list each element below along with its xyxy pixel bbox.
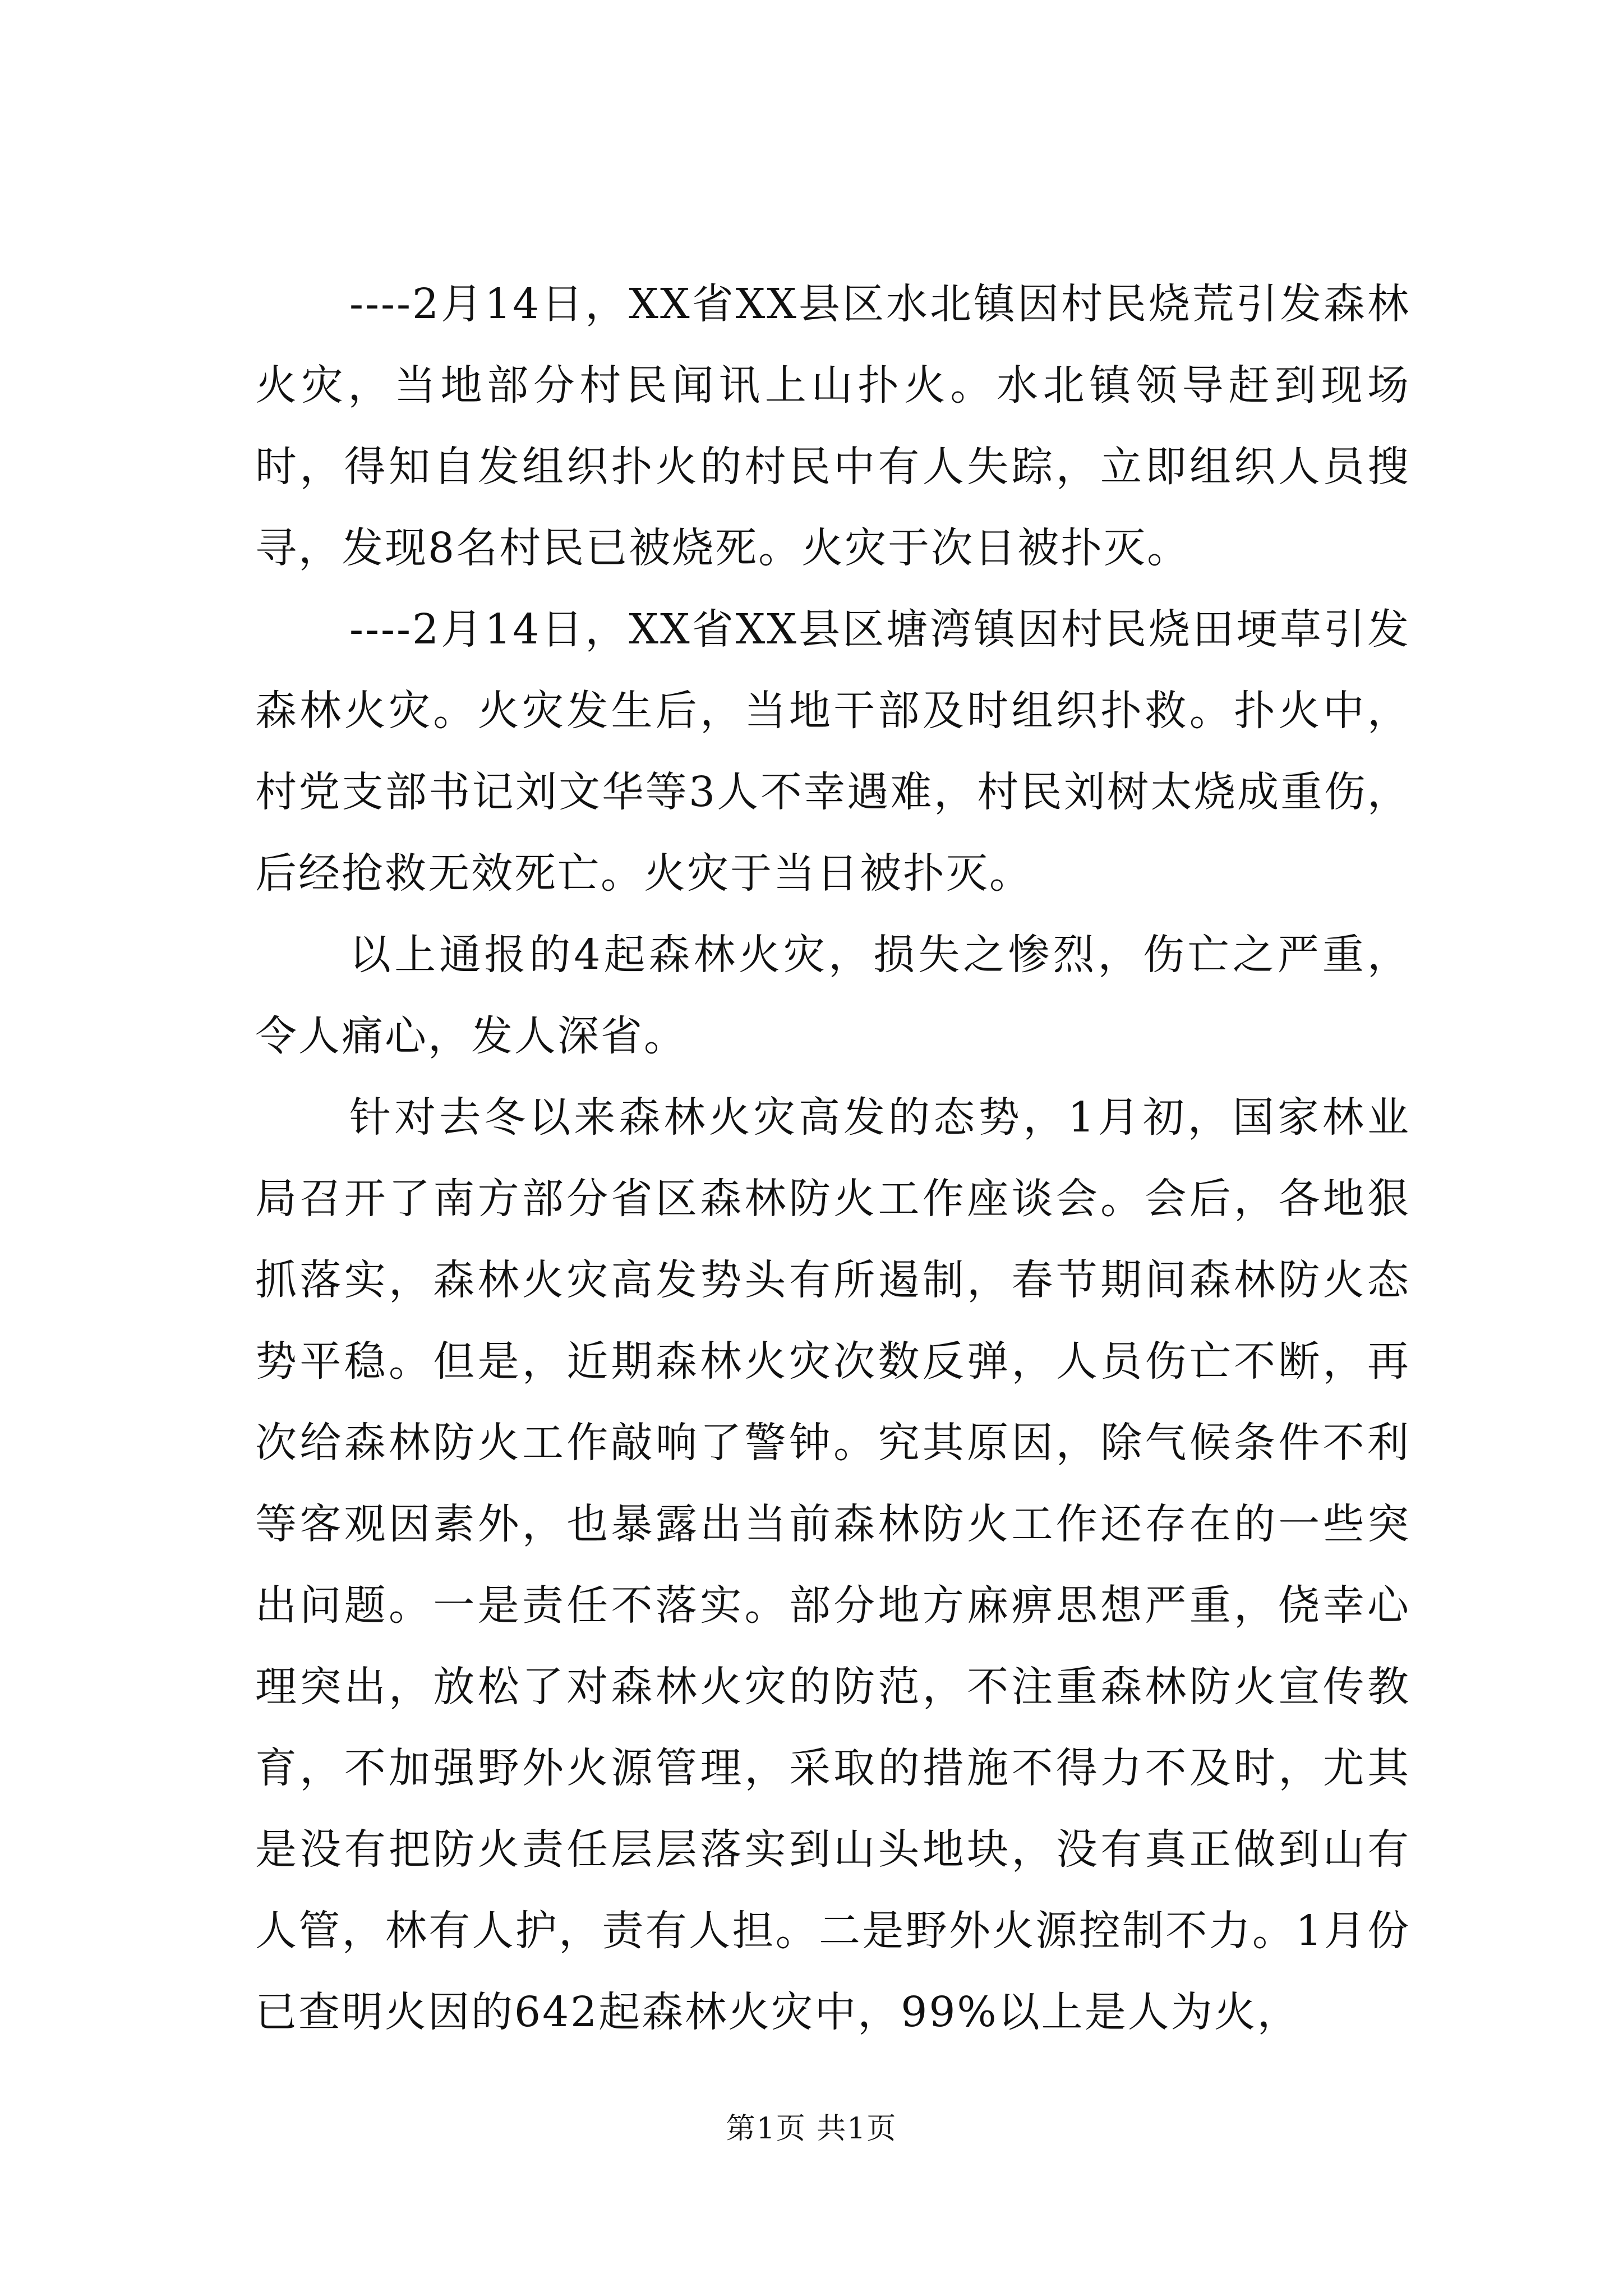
paragraph-incident-shuibei: ----2月14日，XX省XX县区水北镇因村民烧荒引发森林火灾，当地部分村民闻讯上山扑火。水北镇领导赶到现场时，得知自发组织扑火的村民中有人失踪，立即组织人员搜寻，发现8名村民已被烧死。火灾于次日被扑灭。: [255, 280, 1410, 572]
paragraph-analysis: 针对去冬以来森林火灾高发的态势，1月初，国家林业局召开了南方部分省区森林防火工作座谈会。会后，各地狠抓落实，森林火灾高发势头有所遏制，春节期间森林防火态势平稳。但是，近期森林火灾次数反弹，人员伤亡不断，再次给森林防火工作敲响了警钟。究其原因，除气候条件不利等客观因素外，也暴露出当前森林防火工作还存在的一些突出问题。一是责任不落实。部分地方麻痹思想严重，侥幸心理突出，放松了对森林火灾的防范，不注重森林防火宣传教育，不加强野外火源管理，采取的措施不得力不及时，尤其是没有把防火责任层层落实到山头地块，没有真正做到山有人管，林有人护，责有人担。二是野外火源控制不力。1月份已查明火因的642起森林火灾中，99%以上是人为火，: [255, 1093, 1410, 2036]
page-footer: 第1页 共1页: [726, 2112, 897, 2146]
paragraph-summary: 以上通报的4起森林火灾，损失之惨烈，伤亡之严重，令人痛心，发人深省。: [255, 931, 1410, 1060]
paragraph-incident-tangwan: ----2月14日，XX省XX县区塘湾镇因村民烧田埂草引发森林火灾。火灾发生后，当地干部及时组织扑救。扑火中，村党支部书记刘文华等3人不幸遇难，村民刘树太烧成重伤，后经抢救无效死亡。火灾于当日被扑灭。: [255, 605, 1410, 898]
document-body: [255, 264, 1410, 2053]
